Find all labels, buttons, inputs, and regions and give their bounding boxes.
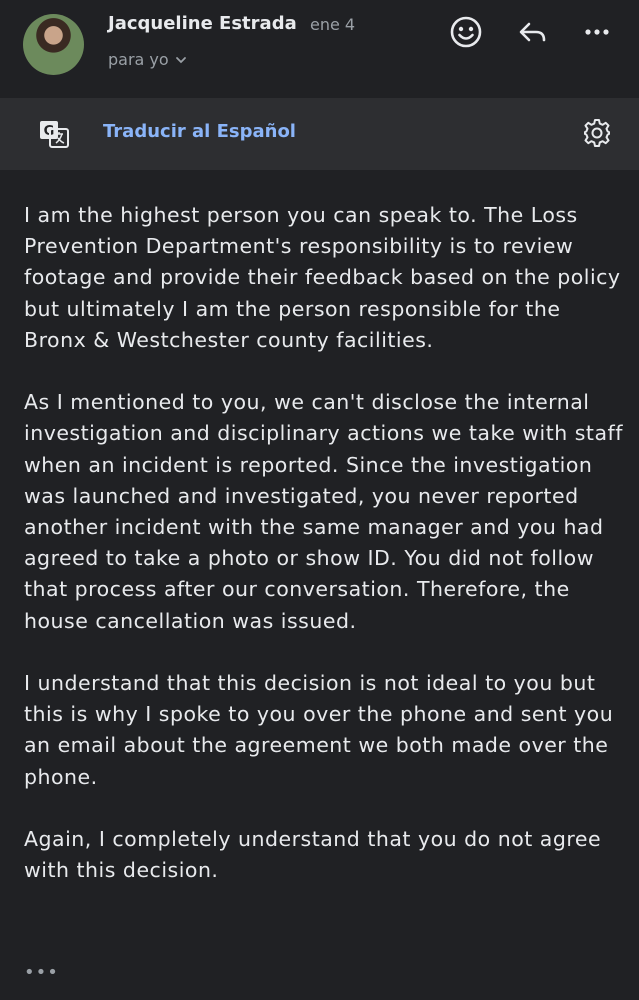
translate-icon — [38, 118, 70, 150]
recipient-label: para yo — [108, 50, 169, 69]
chevron-down-icon — [175, 54, 187, 66]
message-paragraph: I understand that this decision is not ideal to you but this is why I spoke to you over the phone and sent you an email about the agreement we both made over the phone. — [24, 671, 614, 789]
message-paragraph: Again, I completely understand that you do not agree with this decision. — [24, 827, 602, 883]
message-paragraph: I am the highest person you can speak to. The Loss Prevention Department's responsibility is to review footage and provide their feedback based on the policy but ultimately I am the person responsible for the Bronx & Westchester county facilities. — [24, 203, 621, 352]
svg-text:G: G — [43, 124, 55, 139]
more-options-icon[interactable] — [579, 14, 615, 50]
recipient-toggle[interactable] — [108, 50, 187, 69]
sender-name[interactable]: Jacqueline Estrada — [108, 13, 297, 34]
message-body — [24, 200, 624, 918]
settings-icon[interactable] — [582, 117, 612, 147]
translate-link[interactable]: Traducir al Español — [103, 121, 296, 142]
emoji-reaction-icon[interactable] — [448, 14, 484, 50]
translate-bar — [0, 98, 639, 170]
message-date: ene 4 — [310, 15, 356, 34]
avatar[interactable] — [23, 14, 84, 75]
show-trimmed-content-button[interactable]: ••• — [24, 962, 59, 983]
message-header — [0, 0, 639, 98]
message-paragraph: As I mentioned to you, we can't disclose the internal investigation and disciplinary actions we take with staff when an incident is reported. Since the investigation was launched and investigated, you never reported another incident with the same manager and you had agreed to take a photo or show ID. You did not follow that process after our conversation. Therefore, the house cancellation was issued. — [24, 390, 623, 633]
reply-icon[interactable] — [514, 14, 550, 50]
